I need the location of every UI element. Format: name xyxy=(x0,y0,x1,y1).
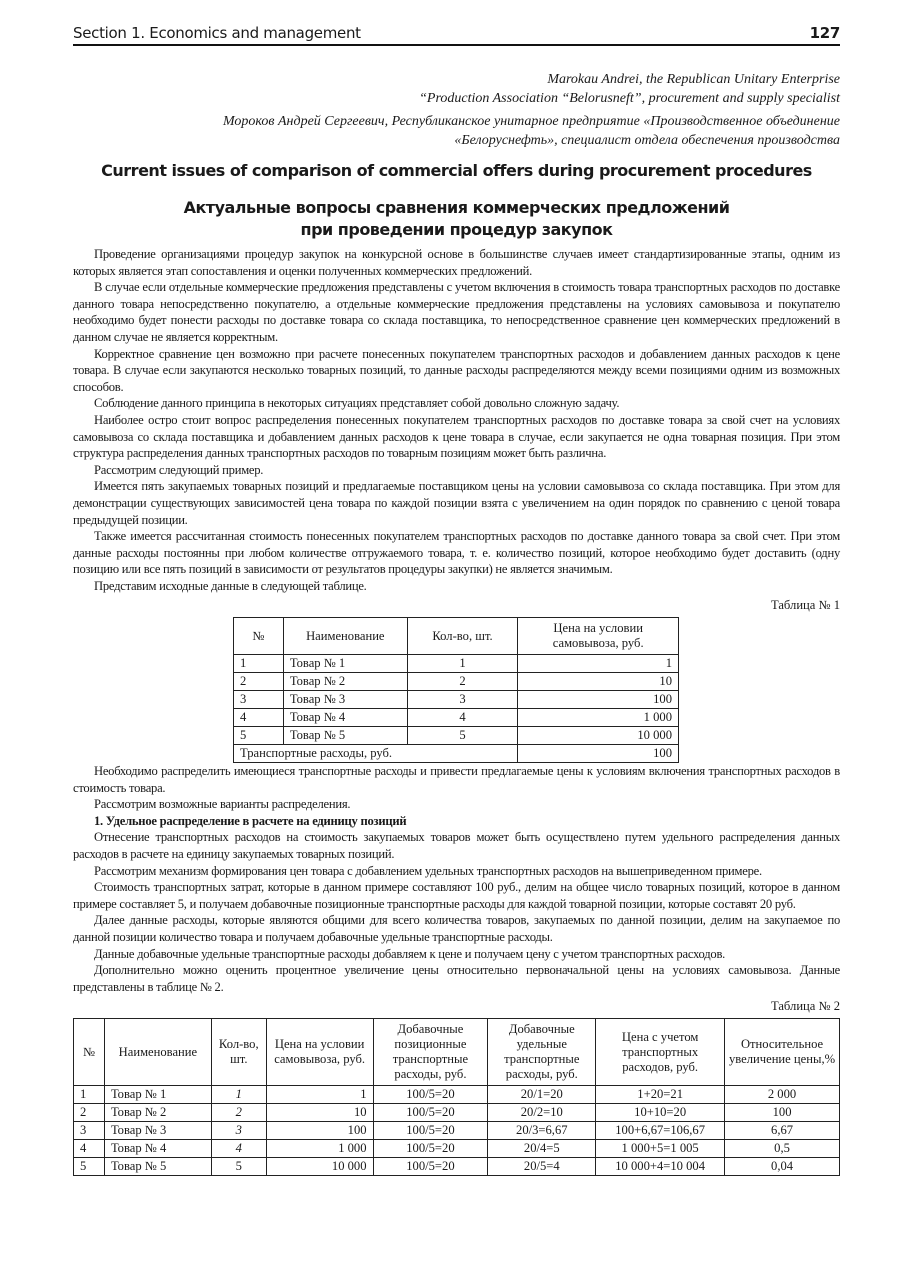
table-cell: 1 xyxy=(234,655,284,673)
table2-header: № xyxy=(74,1019,105,1086)
table1-header: Наименование xyxy=(283,618,407,655)
table-cell: 1 xyxy=(407,655,518,673)
table-cell: 2 xyxy=(211,1104,266,1122)
table-cell: 20/3=6,67 xyxy=(488,1122,596,1140)
table-cell: 100/5=20 xyxy=(373,1140,488,1158)
table2-header: Наименование xyxy=(104,1019,211,1086)
table-cell: 100/5=20 xyxy=(373,1086,488,1104)
table-cell: 1 000 xyxy=(266,1140,373,1158)
table1-header: № xyxy=(234,618,284,655)
table-cell: 4 xyxy=(234,709,284,727)
article-body-part1 xyxy=(73,246,840,763)
table-cell: 1 xyxy=(74,1086,105,1104)
table-cell: 10 000 xyxy=(266,1158,373,1176)
paragraph: Также имеется рассчитанная стоимость понесенных покупателем транспортных расходов по доставке данного товара за свой счет. При этом данные расходы постоянны при любом количестве отгружаемого товара, т. е. количество позиций, которое необходимо будет доставить (одну позицию или все пять позиций в зависимости от результатов процедуры закупки) не является значимым. xyxy=(73,529,840,577)
transport-cost-value: 100 xyxy=(518,745,679,763)
table-cell: 2 xyxy=(407,673,518,691)
table-row xyxy=(74,1086,840,1104)
paragraph: Рассмотрим механизм формирования цен товара с добавлением удельных транспортных расходов на вышеприведенном примере. xyxy=(94,863,762,878)
table2-header: Цена с учетом транспортных расходов, руб. xyxy=(596,1019,725,1086)
table2-header: Добавочные позиционные транспортные расходы, руб. xyxy=(373,1019,488,1086)
paragraph: Стоимость транспортных затрат, которые в данном примере составляют 100 руб., делим на общее число товарных позиций, которое в данном примере составляет 5, и получаем добавочные позиционные транспортные расходы для каждой товарной позиции, которые составят 20 руб. xyxy=(73,880,840,911)
table-cell: 0,04 xyxy=(725,1158,840,1176)
transport-cost-label: Транспортные расходы, руб. xyxy=(234,745,518,763)
table2-header: Относительное увеличение цены,% xyxy=(725,1019,840,1086)
table2-header: Кол-во, шт. xyxy=(211,1019,266,1086)
table1-total-row xyxy=(234,745,679,763)
table-cell: 100+6,67=106,67 xyxy=(596,1122,725,1140)
table-row xyxy=(234,655,679,673)
table1 xyxy=(233,617,679,763)
table-cell: 100 xyxy=(725,1104,840,1122)
table2-header: Добавочные удельные транспортные расходы, руб. xyxy=(488,1019,596,1086)
table-cell: 100/5=20 xyxy=(373,1158,488,1176)
table-cell: 5 xyxy=(234,727,284,745)
table-cell: 5 xyxy=(407,727,518,745)
table-cell: 1 xyxy=(518,655,679,673)
table-cell: 0,5 xyxy=(725,1140,840,1158)
table-cell: 20/5=4 xyxy=(488,1158,596,1176)
paragraph: Далее данные расходы, которые являются общими для всего количества товаров, закупаемых по данной позиции, делим на закупаемое по данной позиции количество товара и получаем добавочные удельные транспортные расходы. xyxy=(73,913,840,944)
table-cell: 1 000 xyxy=(518,709,679,727)
table2-caption: Таблица № 2 xyxy=(770,999,840,1014)
table-row xyxy=(234,673,679,691)
section-subheading: 1. Удельное распределение в расчете на единицу позиций xyxy=(94,813,407,828)
table-cell: Товар № 4 xyxy=(283,709,407,727)
table2-header: Цена на условии самовывоза, руб. xyxy=(266,1019,373,1086)
paragraph: В случае если отдельные коммерческие предложения представлены с учетом включения в стоимость товара транспортных расходов по доставке данного товара непосредственно покупателю, а отдельные коммерческие предложения представлены на условиях самовывоза и покупателю необходимо будет понести расходы по доставке товара со склада поставщика, то непосредственное сравнение цен коммерческих предложений в данном случае не является корректным. xyxy=(73,280,840,344)
table-cell: 4 xyxy=(407,709,518,727)
table-cell: 4 xyxy=(74,1140,105,1158)
author-en-line2: “Production Association “Belorusneft”, procurement and supply specialist xyxy=(419,91,840,106)
table-cell: Товар № 3 xyxy=(283,691,407,709)
paragraph: Имеется пять закупаемых товарных позиций и предлагаемые поставщиком цены на условии самовывоза со склада поставщика. При этом для демонстрации существующих зависимостей цена товара по каждой позиции взята с увеличением на один порядок по сравнению с ценой товара предыдущей позиции. xyxy=(73,479,840,527)
table-cell: Товар № 3 xyxy=(104,1122,211,1140)
table-cell: 1 xyxy=(266,1086,373,1104)
paragraph: Дополнительно можно оценить процентное увеличение цены относительно первоначальной цены на условиях самовывоза. Данные представлены в таблице № 2. xyxy=(73,963,840,994)
table-cell: 10 xyxy=(266,1104,373,1122)
table-cell: 2 000 xyxy=(725,1086,840,1104)
table-cell: 1+20=21 xyxy=(596,1086,725,1104)
table-cell: 4 xyxy=(211,1140,266,1158)
table-row xyxy=(74,1158,840,1176)
paragraph: Рассмотрим возможные варианты распределения. xyxy=(94,797,351,812)
table-cell: 10+10=20 xyxy=(596,1104,725,1122)
table-cell: 10 000+4=10 004 xyxy=(596,1158,725,1176)
table-cell: 20/2=10 xyxy=(488,1104,596,1122)
table-cell: 3 xyxy=(211,1122,266,1140)
paragraph: Наиболее остро стоит вопрос распределения понесенных покупателем транспортных расходов по доставке товара за свой счет на условиях самовывоза со склада поставщика и добавлением данных расходов к цене товара в случае, если закупается не одна товарная позиция. При этом структура распределения данных транспортных расходов по товарным позициям может быть различна. xyxy=(73,412,840,461)
article-title-en: Current issues of comparison of commercial offers during procurement procedures xyxy=(101,161,812,180)
article-title-ru-line2: при проведении процедур закупок xyxy=(300,220,613,239)
table-cell: 6,67 xyxy=(725,1122,840,1140)
table2 xyxy=(73,1018,840,1176)
table-cell: Товар № 2 xyxy=(104,1104,211,1122)
paragraph: Данные добавочные удельные транспортные расходы добавляем к цене и получаем цену с учетом транспортных расходов. xyxy=(94,946,726,961)
table-cell: 10 000 xyxy=(518,727,679,745)
table-row xyxy=(74,1122,840,1140)
table2-header-row xyxy=(74,1019,840,1086)
article-body-part2 xyxy=(73,763,840,1176)
table-cell: Товар № 4 xyxy=(104,1140,211,1158)
table1-header: Цена на условии самовывоза, руб. xyxy=(518,618,679,655)
table-cell: 2 xyxy=(74,1104,105,1122)
table-cell: 2 xyxy=(234,673,284,691)
table1-header-row xyxy=(234,618,679,655)
paragraph: Проведение организациями процедур закупок на конкурсной основе в большинстве случаев имеет стандартизированные этапы, одним из которых является этап сопоставления и оценки полученных коммерческих предложений. xyxy=(73,247,840,278)
table-cell: 20/1=20 xyxy=(488,1086,596,1104)
author-en xyxy=(73,70,840,108)
paragraph: Отнесение транспортных расходов на стоимость закупаемых товаров может быть осуществлено путем удельного распределения данных расходов в расчете на единицу закупаемых товарных позиций. xyxy=(73,830,840,861)
table-cell: 1 xyxy=(211,1086,266,1104)
author-block xyxy=(73,70,840,154)
table-cell: Товар № 5 xyxy=(104,1158,211,1176)
table-cell: Товар № 2 xyxy=(283,673,407,691)
table-cell: Товар № 1 xyxy=(283,655,407,673)
paragraph: Рассмотрим следующий пример. xyxy=(94,462,264,477)
table-row xyxy=(234,691,679,709)
table-row xyxy=(234,727,679,745)
paragraph: Соблюдение данного принципа в некоторых ситуациях представляет собой довольно сложную задачу. xyxy=(94,396,620,411)
table1-header: Кол-во, шт. xyxy=(407,618,518,655)
table-row xyxy=(74,1104,840,1122)
article-title-ru xyxy=(73,197,840,241)
table-cell: 3 xyxy=(74,1122,105,1140)
table-cell: 100 xyxy=(266,1122,373,1140)
table-row xyxy=(234,709,679,727)
table-cell: 20/4=5 xyxy=(488,1140,596,1158)
table-cell: Товар № 1 xyxy=(104,1086,211,1104)
table-row xyxy=(74,1140,840,1158)
article-title-ru-line1: Актуальные вопросы сравнения коммерческих предложений xyxy=(183,198,730,217)
table-cell: 100/5=20 xyxy=(373,1104,488,1122)
table-cell: 3 xyxy=(407,691,518,709)
paragraph: Корректное сравнение цен возможно при расчете понесенных покупателем транспортных расходов и добавлением данных расходов к цене товара. В случае если закупаются несколько товарных позиций, то данные расходы распределяются между всеми позициями одним из возможных способов. xyxy=(73,346,840,394)
table-cell: 10 xyxy=(518,673,679,691)
author-ru-line1: Мороков Андрей Сергеевич, Республиканское унитарное предприятие «Производственное объединение xyxy=(222,114,840,129)
author-ru xyxy=(73,112,840,150)
table-cell: 100 xyxy=(518,691,679,709)
section-title: Section 1. Economics and management xyxy=(73,24,361,42)
table-cell: 1 000+5=1 005 xyxy=(596,1140,725,1158)
table-cell: 100/5=20 xyxy=(373,1122,488,1140)
table-cell: Товар № 5 xyxy=(283,727,407,745)
author-ru-line2: «Белоруснефть», специалист отдела обеспечения производства xyxy=(454,133,840,148)
author-en-line1: Marokau Andrei, the Republican Unitary Enterprise xyxy=(547,72,840,87)
table-cell: 5 xyxy=(211,1158,266,1176)
table1-caption: Таблица № 1 xyxy=(770,598,840,613)
page-number: 127 xyxy=(809,24,840,42)
paragraph: Необходимо распределить имеющиеся транспортные расходы и привести предлагаемые цены к условиям включения транспортных расходов в стоимость товара. xyxy=(73,764,840,795)
running-header xyxy=(73,24,840,46)
paragraph: Представим исходные данные в следующей таблице. xyxy=(94,578,367,593)
table-cell: 5 xyxy=(74,1158,105,1176)
table-cell: 3 xyxy=(234,691,284,709)
